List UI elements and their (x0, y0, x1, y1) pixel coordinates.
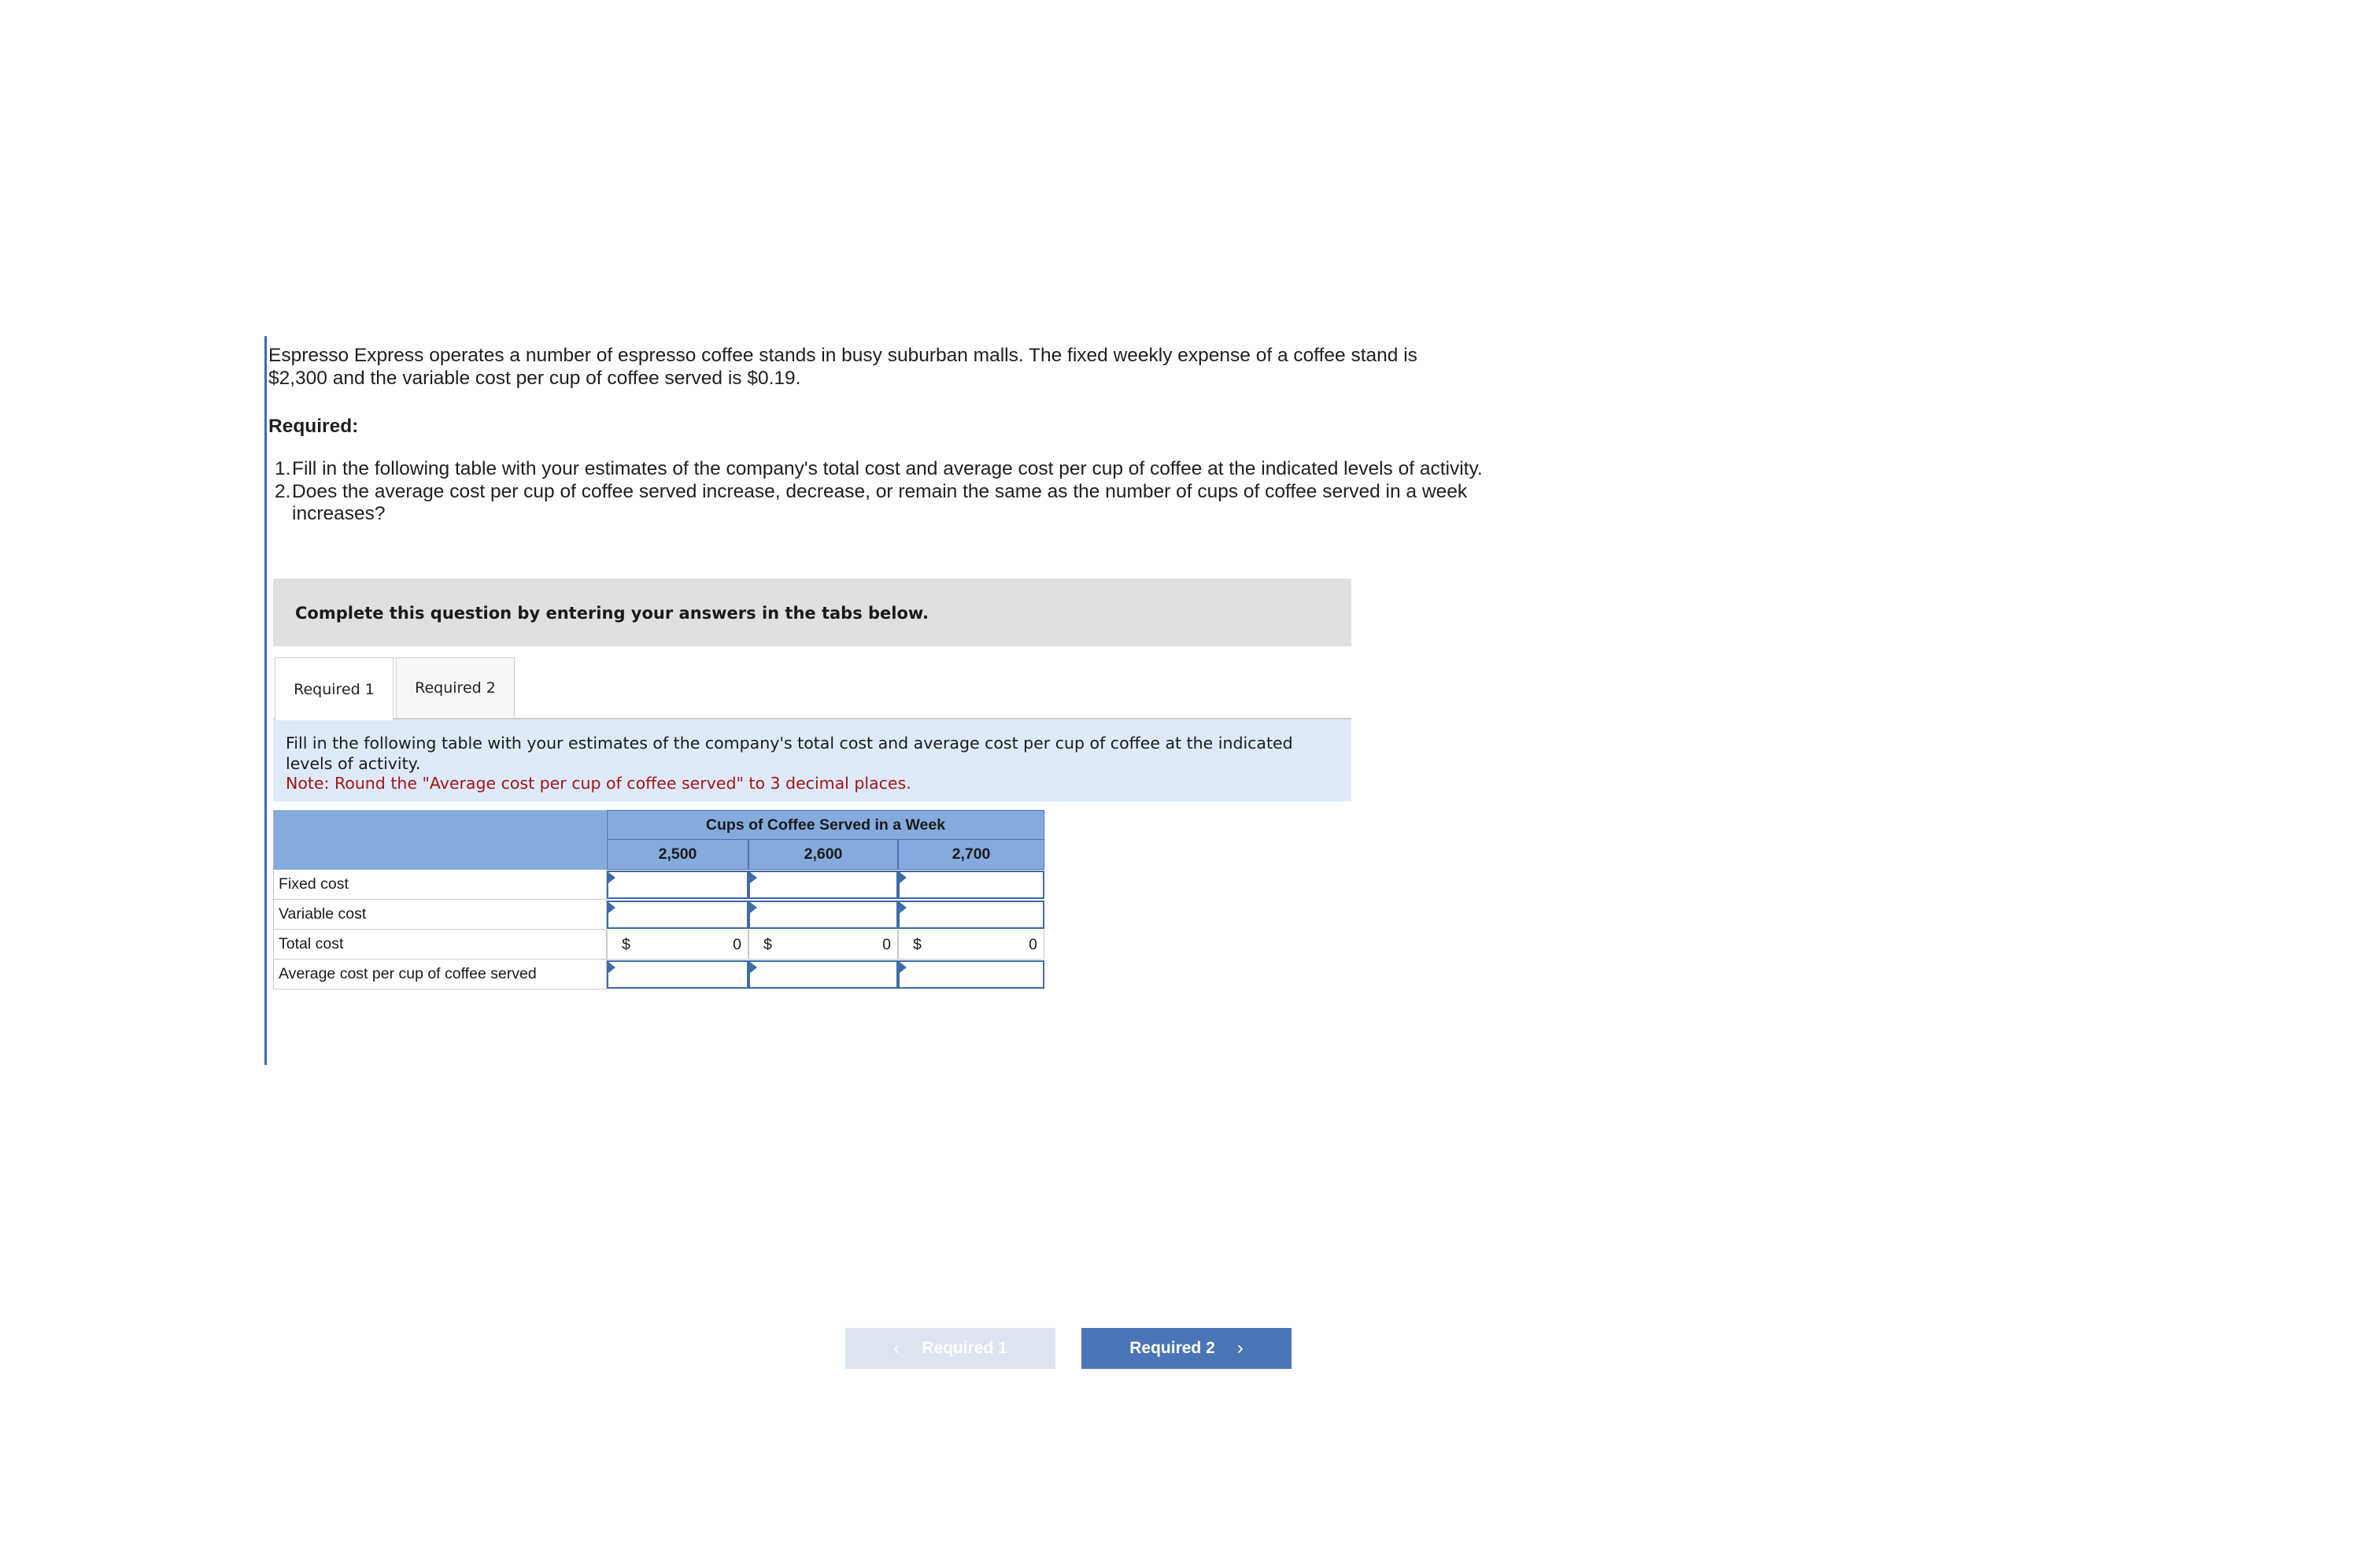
prev-required-button[interactable] (845, 1328, 1055, 1369)
average-cost-input-2700[interactable] (898, 960, 1044, 989)
row-label-total-cost: Total cost (273, 930, 607, 960)
total-cost-value: 0 (882, 936, 891, 953)
prev-button-label: Required 1 (922, 1339, 1007, 1357)
column-group-header: Cups of Coffee Served in a Week (607, 810, 1044, 840)
chevron-right-icon: › (1236, 1337, 1244, 1359)
requirement-text: Does the average cost per cup of coffee served increase, decrease, or remain the same as the number of cups of coffee served in a week increases? (292, 480, 1468, 524)
requirements-list (275, 458, 1487, 526)
total-cost-2600 (748, 930, 898, 960)
currency-symbol: $ (622, 936, 630, 953)
column-header-2700: 2,700 (898, 840, 1044, 870)
next-button-label: Required 2 (1129, 1339, 1215, 1357)
fixed-cost-input-2600[interactable] (748, 871, 898, 899)
column-header-2500: 2,500 (607, 840, 748, 870)
total-cost-2700 (898, 930, 1044, 960)
cost-table (273, 810, 1044, 993)
row-label-variable-cost: Variable cost (273, 900, 607, 930)
tab-required-1[interactable]: Required 1 (275, 657, 394, 720)
row-label-average-cost: Average cost per cup of coffee served (273, 960, 607, 989)
column-header-2600: 2,600 (748, 840, 898, 870)
fixed-cost-input-2700[interactable] (898, 871, 1044, 899)
chevron-left-icon: ‹ (893, 1337, 900, 1359)
problem-intro: Espresso Express operates a number of espresso coffee stands in busy suburban malls. The fixed weekly expense of a coffee stand is $2,300 and the variable cost per cup of coffee served is $0.19. (268, 345, 1417, 389)
average-cost-input-2600[interactable] (748, 960, 898, 989)
currency-symbol: $ (763, 936, 772, 953)
tab-required-2[interactable]: Required 2 (396, 657, 515, 718)
currency-symbol: $ (913, 936, 922, 953)
variable-cost-input-2500[interactable] (607, 901, 748, 929)
tab-instructions (273, 719, 1351, 801)
question-container (264, 336, 1492, 1359)
instruction-text: Complete this question by entering your answers in the tabs below. (295, 604, 929, 623)
requirement-item-1 (275, 458, 1487, 481)
requirement-text: Fill in the following table with your estimates of the company's total cost and average cost per cup of coffee at the indicated levels of activity. (292, 458, 1483, 479)
instruction-banner (273, 579, 1351, 646)
variable-cost-input-2600[interactable] (748, 901, 898, 929)
requirement-number: 2. (275, 480, 291, 502)
required-heading: Required: (268, 416, 359, 437)
next-required-button[interactable] (1081, 1328, 1292, 1369)
total-cost-value: 0 (733, 936, 741, 953)
tab-instruction-text: Fill in the following table with your estimates of the company's total cost and average cost per cup of coffee at the indicated levels of activity. (286, 734, 1293, 773)
requirement-number: 1. (275, 458, 291, 479)
rounding-note: Note: Round the "Average cost per cup of coffee served" to 3 decimal places. (286, 774, 911, 793)
average-cost-input-2500[interactable] (607, 960, 748, 989)
total-cost-value: 0 (1029, 936, 1037, 953)
variable-cost-input-2700[interactable] (898, 901, 1044, 929)
fixed-cost-input-2500[interactable] (607, 871, 748, 899)
requirement-item-2 (275, 481, 1487, 526)
total-cost-2500 (607, 930, 748, 960)
table-corner-header (273, 810, 607, 870)
row-label-fixed-cost: Fixed cost (273, 870, 607, 900)
